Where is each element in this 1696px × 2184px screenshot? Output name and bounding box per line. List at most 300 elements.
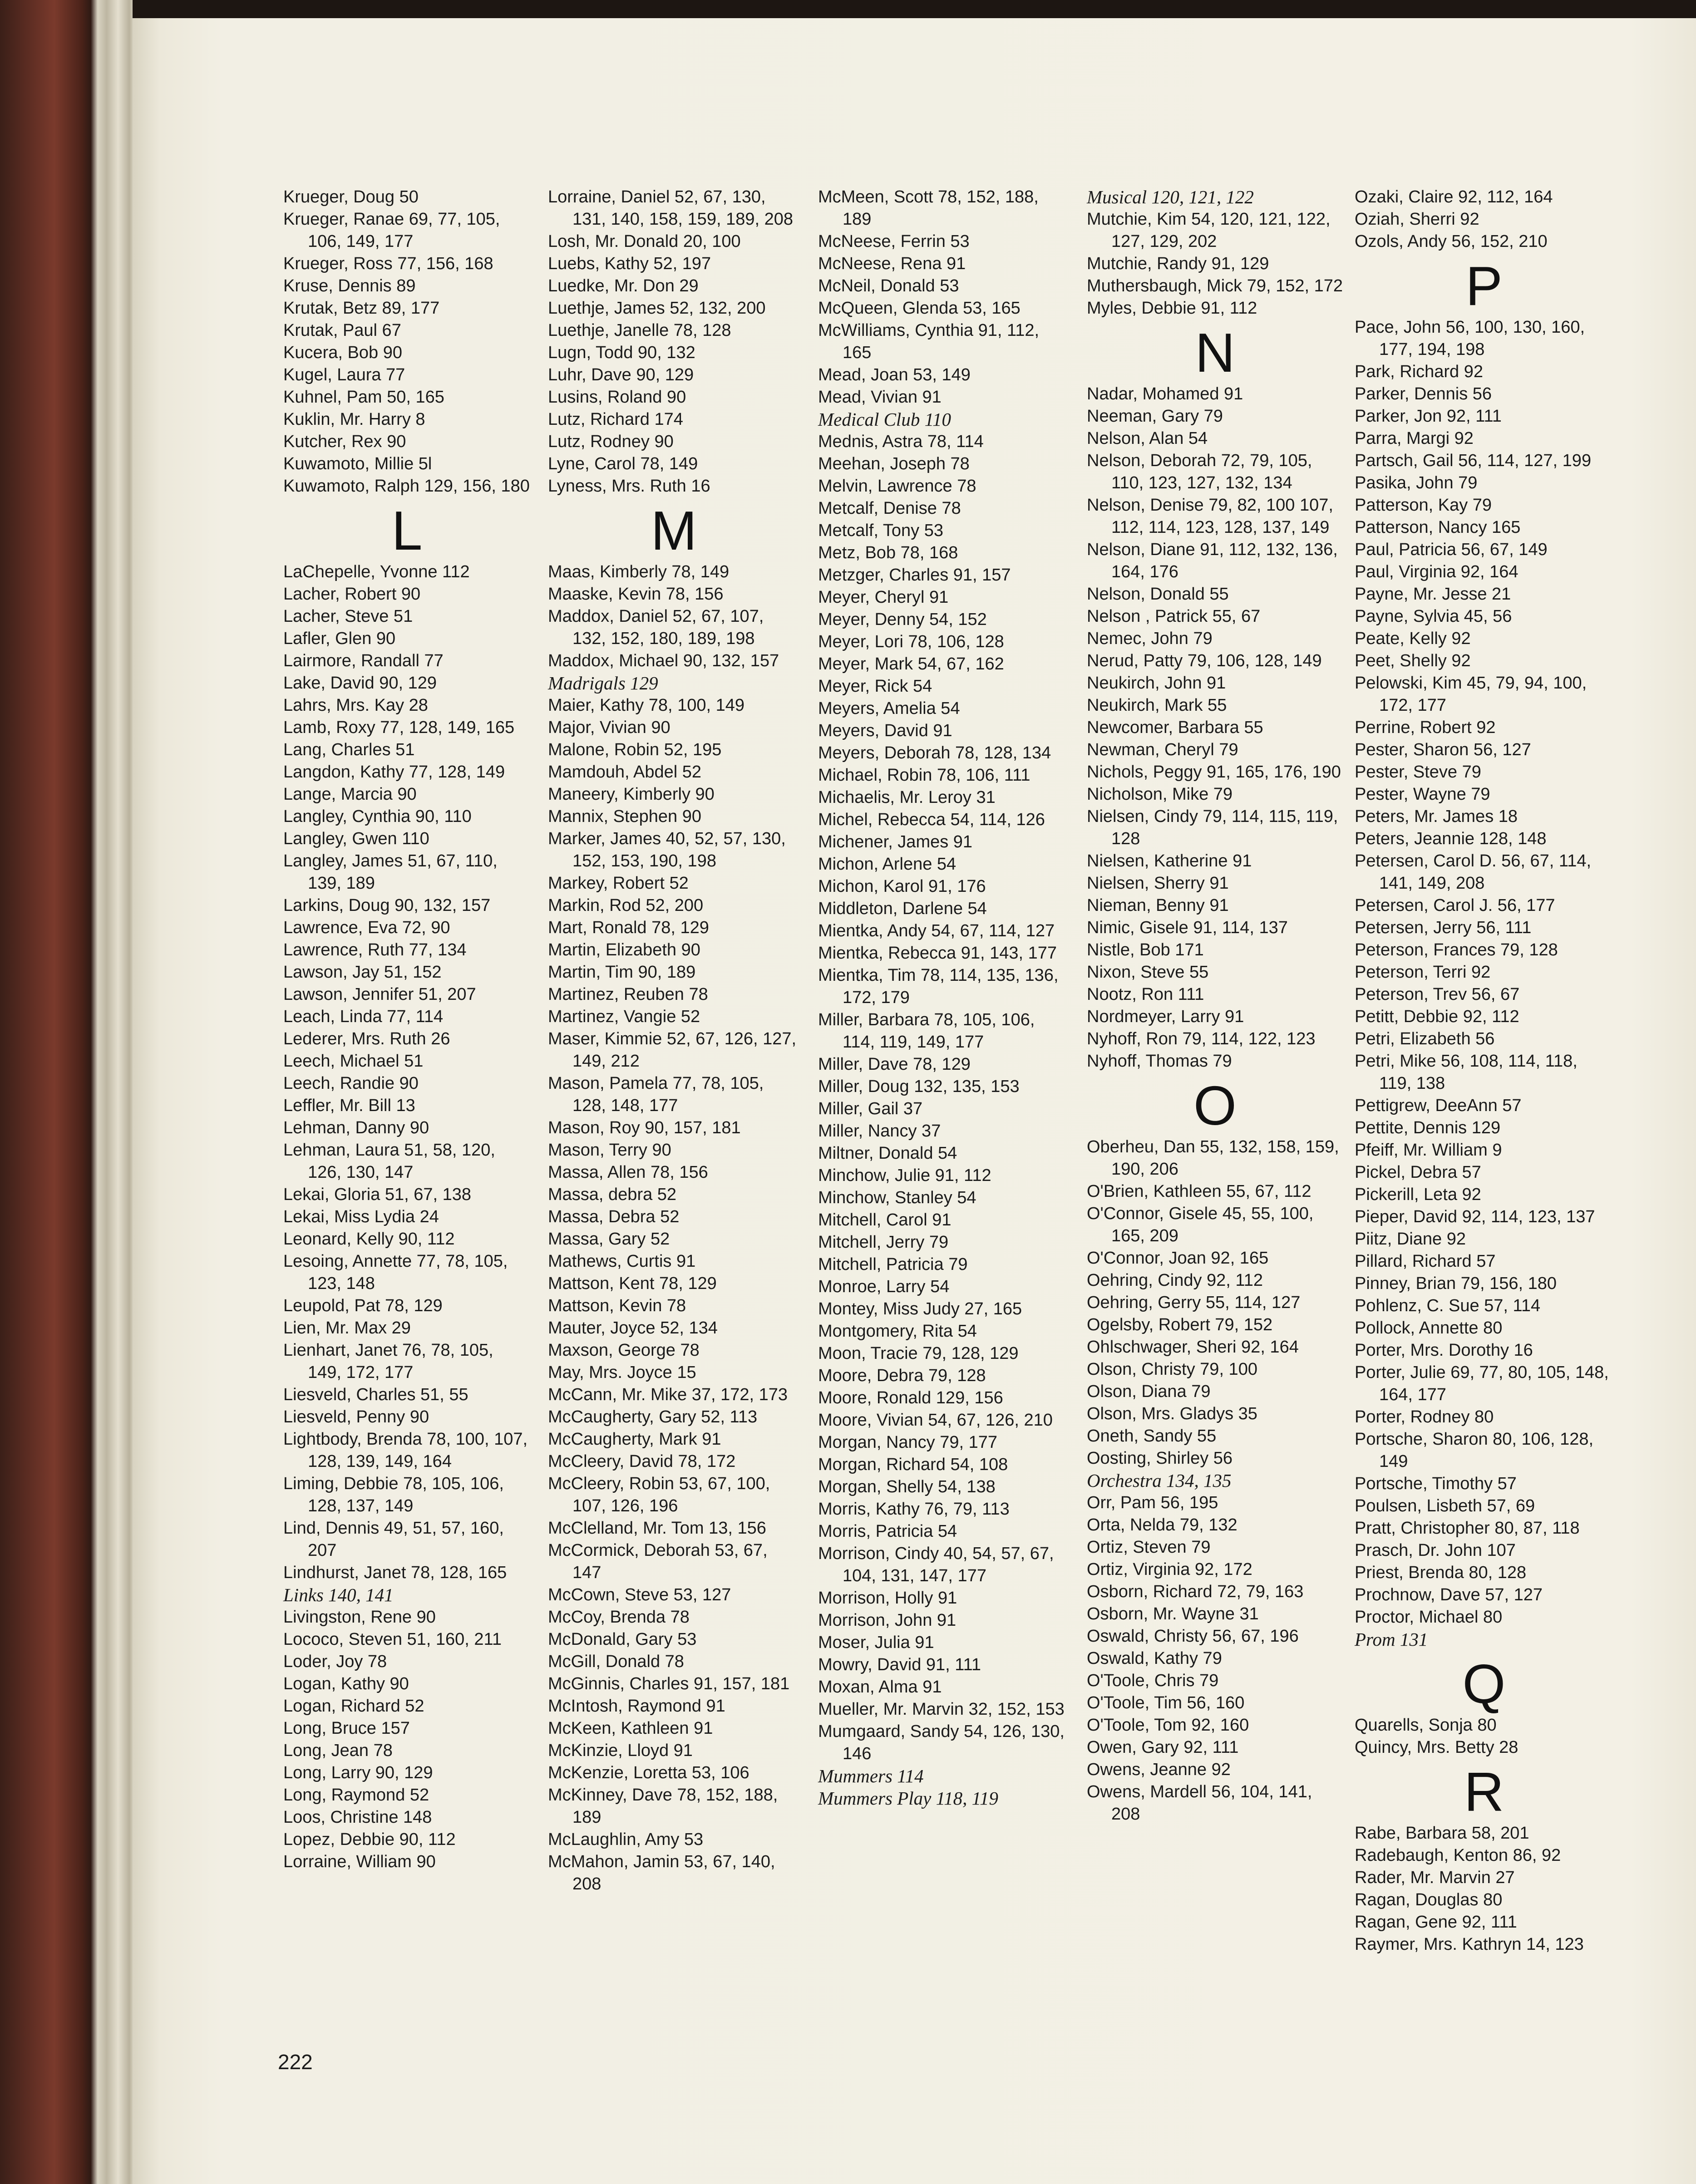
index-entry: Pickerill, Leta 92 — [1355, 1185, 1481, 1204]
index-entry: Livingston, Rene 90 — [283, 1608, 436, 1627]
index-entry: Orta, Nelda 79, 132 — [1087, 1515, 1237, 1535]
index-entry: McKinzie, Lloyd 91 — [548, 1741, 693, 1760]
index-entry: Maaske, Kevin 78, 156 — [548, 585, 724, 604]
index-entry: Lusins, Roland 90 — [548, 388, 686, 407]
index-topic-entry: Links 140, 141 — [283, 1584, 394, 1605]
section-letter: P — [1465, 255, 1503, 317]
index-entry: Lien, Mr. Max 29 — [283, 1318, 411, 1338]
index-entry: Nerud, Patty 79, 106, 128, 149 — [1087, 651, 1322, 670]
index-entry: Long, Jean 78 — [283, 1741, 393, 1760]
index-entry: Losh, Mr. Donald 20, 100 — [548, 232, 741, 251]
index-entry: Pohlenz, C. Sue 57, 114 — [1355, 1296, 1541, 1315]
section-letter: Q — [1462, 1653, 1506, 1715]
index-entry: Paul, Patricia 56, 67, 149 — [1355, 540, 1548, 559]
index-entry: Mientka, Rebecca 91, 143, 177 — [818, 944, 1057, 963]
index-entry: Oneth, Sandy 55 — [1087, 1426, 1217, 1446]
index-entry: Liming, Debbie 78, 105, 106, 128, 137, 149 — [283, 1474, 504, 1515]
index-entry: Melvin, Lawrence 78 — [818, 477, 976, 496]
index-entry: Martin, Tim 90, 189 — [548, 963, 696, 982]
index-entry: Nieman, Benny 91 — [1087, 896, 1229, 915]
index-entry: Lienhart, Janet 76, 78, 105, 149, 172, 177 — [283, 1341, 493, 1382]
index-entry: Pasika, John 79 — [1355, 473, 1478, 492]
index-entry: McNeil, Donald 53 — [818, 276, 959, 295]
index-entry: Morgan, Nancy 79, 177 — [818, 1433, 998, 1452]
index-entry: Maier, Kathy 78, 100, 149 — [548, 696, 745, 715]
index-entry: Mutchie, Randy 91, 129 — [1087, 254, 1269, 273]
index-entry: Lacher, Steve 51 — [283, 607, 413, 626]
index-entry: Miller, Doug 132, 135, 153 — [818, 1077, 1020, 1096]
index-entry: Morrison, John 91 — [818, 1611, 956, 1630]
index-entry: Mitchell, Jerry 79 — [818, 1233, 949, 1252]
index-entry: Mientka, Tim 78, 114, 135, 136, 172, 179 — [818, 966, 1059, 1007]
index-entry: Massa, Gary 52 — [548, 1230, 670, 1249]
index-entry: Proctor, Michael 80 — [1355, 1608, 1503, 1627]
index-entry: Meyer, Cheryl 91 — [818, 588, 949, 607]
index-entry: Prasch, Dr. John 107 — [1355, 1541, 1516, 1560]
index-entry: Luethje, James 52, 132, 200 — [548, 299, 766, 318]
index-entry: Poulsen, Lisbeth 57, 69 — [1355, 1496, 1535, 1515]
index-entry: Mart, Ronald 78, 129 — [548, 918, 709, 937]
index-entry: Nielsen, Katherine 91 — [1087, 851, 1252, 871]
index-entry: Leffler, Mr. Bill 13 — [283, 1096, 415, 1115]
index-entry: Liesveld, Charles 51, 55 — [283, 1385, 468, 1404]
index-entry: Kruse, Dennis 89 — [283, 276, 416, 295]
index-entry: Peters, Jeannie 128, 148 — [1355, 829, 1547, 848]
index-entry: Lawrence, Eva 72, 90 — [283, 918, 450, 937]
index-entry: Lekai, Miss Lydia 24 — [283, 1207, 439, 1226]
index-entry: Langley, Cynthia 90, 110 — [283, 807, 472, 826]
index-entry: Massa, Debra 52 — [548, 1207, 680, 1226]
index-entry: Owens, Mardell 56, 104, 141, 208 — [1087, 1782, 1312, 1824]
index-entry: Krutak, Betz 89, 177 — [283, 299, 440, 318]
index-entry: Maddox, Michael 90, 132, 157 — [548, 651, 779, 670]
index-entry: Ozaki, Claire 92, 112, 164 — [1355, 187, 1553, 207]
index-entry: Pelowski, Kim 45, 79, 94, 100, 172, 177 — [1355, 674, 1587, 715]
index-entry: Patterson, Kay 79 — [1355, 496, 1492, 515]
index-entry: Lawson, Jennifer 51, 207 — [283, 985, 476, 1004]
index-entry: Pace, John 56, 100, 130, 160, 177, 194, 198 — [1355, 318, 1585, 359]
index-entry: Porter, Julie 69, 77, 80, 105, 148, 164, 177 — [1355, 1363, 1609, 1404]
index-entry: McMeen, Scott 78, 152, 188, 189 — [818, 187, 1039, 229]
index-entry: Mathews, Curtis 91 — [548, 1252, 696, 1271]
index-entry: May, Mrs. Joyce 15 — [548, 1363, 696, 1382]
index-entry: Rabe, Barbara 58, 201 — [1355, 1824, 1529, 1843]
index-entry: Kuklin, Mr. Harry 8 — [283, 410, 425, 429]
index-entry: Ohlschwager, Sheri 92, 164 — [1087, 1338, 1299, 1357]
index-entry: Portsche, Timothy 57 — [1355, 1474, 1517, 1493]
index-entry: Nelson, Alan 54 — [1087, 429, 1208, 448]
index-entry: Moon, Tracie 79, 128, 129 — [818, 1344, 1019, 1363]
index-entry: Quincy, Mrs. Betty 28 — [1355, 1738, 1519, 1757]
index-entry: Ragan, Gene 92, 111 — [1355, 1913, 1517, 1932]
index-entry: Nyhoff, Ron 79, 114, 122, 123 — [1087, 1029, 1316, 1048]
index-entry: O'Toole, Chris 79 — [1087, 1671, 1219, 1690]
index-entry: O'Brien, Kathleen 55, 67, 112 — [1087, 1182, 1311, 1201]
index-entry: Olson, Diana 79 — [1087, 1382, 1211, 1401]
index-entry: Ozols, Andy 56, 152, 210 — [1355, 232, 1548, 251]
index-entry: Payne, Sylvia 45, 56 — [1355, 607, 1512, 626]
index-entry: Luebs, Kathy 52, 197 — [548, 254, 711, 273]
index-entry: Mannix, Stephen 90 — [548, 807, 702, 826]
index-entry: Lake, David 90, 129 — [283, 674, 437, 693]
index-entry: Michon, Arlene 54 — [818, 855, 956, 874]
index-entry: O'Toole, Tom 92, 160 — [1087, 1716, 1249, 1735]
index-entry: Loos, Christine 148 — [283, 1808, 432, 1827]
index-entry: Priest, Brenda 80, 128 — [1355, 1563, 1527, 1582]
index-entry: Long, Bruce 157 — [283, 1719, 410, 1738]
index-entry: Markey, Robert 52 — [548, 874, 689, 893]
index-entry: Pester, Sharon 56, 127 — [1355, 740, 1531, 759]
page-top-shadow — [133, 0, 1696, 18]
index-entry: Minchow, Julie 91, 112 — [818, 1166, 991, 1185]
index-entry: McGill, Donald 78 — [548, 1652, 684, 1671]
section-letter: M — [651, 500, 697, 561]
index-entry: Leech, Michael 51 — [283, 1052, 424, 1071]
index-entry: Leach, Linda 77, 114 — [283, 1007, 444, 1026]
index-entry: Petri, Elizabeth 56 — [1355, 1029, 1495, 1048]
index-entry: Nixon, Steve 55 — [1087, 963, 1209, 982]
index-entry: Parra, Margi 92 — [1355, 429, 1474, 448]
index-entry: Langley, James 51, 67, 110, 139, 189 — [283, 851, 498, 893]
index-entry: Morrison, Cindy 40, 54, 57, 67, 104, 131, 147, 177 — [818, 1544, 1054, 1585]
index-entry: Mamdouh, Abdel 52 — [548, 762, 702, 782]
index-entry: Mason, Terry 90 — [548, 1141, 671, 1160]
index-entry: McCleery, Robin 53, 67, 100, 107, 126, 196 — [548, 1474, 770, 1515]
index-entry: McNeese, Rena 91 — [818, 254, 966, 273]
index-entry: Mead, Vivian 91 — [818, 388, 942, 407]
index-entry: Meyers, Deborah 78, 128, 134 — [818, 743, 1051, 762]
index-entry: Michel, Rebecca 54, 114, 126 — [818, 810, 1045, 829]
index-entry: Lococo, Steven 51, 160, 211 — [283, 1630, 502, 1649]
index-entry: Moxan, Alma 91 — [818, 1677, 942, 1697]
index-entry: Krueger, Ross 77, 156, 168 — [283, 254, 493, 273]
index-column-5 — [1355, 186, 1613, 1956]
index-entry: Mutchie, Kim 54, 120, 121, 122, 127, 129, 202 — [1087, 210, 1331, 251]
index-entry: Marker, James 40, 52, 57, 130, 152, 153, 190, 198 — [548, 829, 786, 871]
index-entry: McCown, Steve 53, 127 — [548, 1585, 731, 1604]
index-entry: Nielsen, Sherry 91 — [1087, 874, 1229, 893]
index-entry: Larkins, Doug 90, 132, 157 — [283, 896, 491, 915]
index-entry: Nelson, Diane 91, 112, 132, 136, 164, 176 — [1087, 540, 1338, 581]
index-entry: McCleery, David 78, 172 — [548, 1452, 736, 1471]
index-entry: Lafler, Glen 90 — [283, 629, 396, 648]
index-entry: Rader, Mr. Marvin 27 — [1355, 1868, 1515, 1887]
index-entry: Peet, Shelly 92 — [1355, 651, 1471, 670]
index-entry: Pickel, Debra 57 — [1355, 1163, 1481, 1182]
index-entry: McGinnis, Charles 91, 157, 181 — [548, 1674, 790, 1693]
index-entry: Major, Vivian 90 — [548, 718, 671, 737]
index-column-1 — [283, 186, 531, 1873]
index-entry: Quarells, Sonja 80 — [1355, 1716, 1497, 1735]
index-entry: Lamb, Roxy 77, 128, 149, 165 — [283, 718, 515, 737]
index-entry: McKeen, Kathleen 91 — [548, 1719, 713, 1738]
index-entry: Lutz, Richard 174 — [548, 410, 683, 429]
index-entry: Meyer, Lori 78, 106, 128 — [818, 632, 1004, 651]
index-entry: Loder, Joy 78 — [283, 1652, 387, 1671]
index-entry: Petri, Mike 56, 108, 114, 118, 119, 138 — [1355, 1052, 1578, 1093]
index-column-3 — [818, 186, 1070, 1810]
index-entry: Nimic, Gisele 91, 114, 137 — [1087, 918, 1288, 937]
index-entry: Paul, Virginia 92, 164 — [1355, 562, 1519, 581]
index-entry: Pfeiff, Mr. William 9 — [1355, 1141, 1502, 1160]
index-entry: Peterson, Frances 79, 128 — [1355, 940, 1558, 959]
index-entry: Peters, Mr. James 18 — [1355, 807, 1518, 826]
index-entry: Miller, Barbara 78, 105, 106, 114, 119, 149, 177 — [818, 1010, 1035, 1052]
index-entry: McCoy, Brenda 78 — [548, 1608, 690, 1627]
index-entry: Kucera, Bob 90 — [283, 343, 402, 362]
index-entry: Morgan, Shelly 54, 138 — [818, 1477, 996, 1496]
index-entry: O'Toole, Tim 56, 160 — [1087, 1693, 1245, 1712]
index-entry: Nordmeyer, Larry 91 — [1087, 1007, 1244, 1026]
index-entry: Nemec, John 79 — [1087, 629, 1213, 648]
index-entry: McIntosh, Raymond 91 — [548, 1697, 725, 1716]
index-entry: Metz, Bob 78, 168 — [818, 543, 958, 562]
index-entry: Petersen, Carol J. 56, 177 — [1355, 896, 1555, 915]
index-entry: Langdon, Kathy 77, 128, 149 — [283, 762, 505, 782]
index-entry: Lind, Dennis 49, 51, 57, 160, 207 — [283, 1519, 504, 1560]
index-entry: Neukirch, Mark 55 — [1087, 696, 1227, 715]
index-column-2 — [548, 186, 800, 1895]
index-entry: Pratt, Christopher 80, 87, 118 — [1355, 1519, 1580, 1538]
index-entry: Peterson, Terri 92 — [1355, 963, 1491, 982]
index-entry: Montgomery, Rita 54 — [818, 1322, 977, 1341]
index-entry: Meyers, Amelia 54 — [818, 699, 960, 718]
index-entry: Morris, Kathy 76, 79, 113 — [818, 1500, 1010, 1519]
index-entry: Maser, Kimmie 52, 67, 126, 127, 149, 212 — [548, 1029, 797, 1071]
index-entry: LaChepelle, Yvonne 112 — [283, 562, 470, 581]
index-entry: Pieper, David 92, 114, 123, 137 — [1355, 1207, 1595, 1226]
index-entry: Nistle, Bob 171 — [1087, 940, 1204, 959]
index-entry: Mednis, Astra 78, 114 — [818, 432, 984, 451]
index-entry: Mitchell, Carol 91 — [818, 1210, 952, 1230]
index-entry: Morris, Patricia 54 — [818, 1522, 957, 1541]
index-entry: Michon, Karol 91, 176 — [818, 877, 986, 896]
index-entry: Petitt, Debbie 92, 112 — [1355, 1007, 1519, 1026]
index-entry: Lang, Charles 51 — [283, 740, 415, 759]
index-entry: Langley, Gwen 110 — [283, 829, 429, 848]
index-entry: Mattson, Kent 78, 129 — [548, 1274, 717, 1293]
index-entry: Mattson, Kevin 78 — [548, 1296, 686, 1315]
index-entry: Metcalf, Tony 53 — [818, 521, 944, 540]
index-entry: Miller, Dave 78, 129 — [818, 1055, 971, 1074]
index-entry: Pollock, Annette 80 — [1355, 1318, 1503, 1338]
index-topic-entry: Prom 131 — [1355, 1629, 1428, 1650]
index-entry: Krutak, Paul 67 — [283, 321, 401, 340]
index-entry: Logan, Richard 52 — [283, 1697, 424, 1716]
index-entry: McWilliams, Cynthia 91, 112, 165 — [818, 321, 1040, 362]
index-entry: Pinney, Brian 79, 156, 180 — [1355, 1274, 1557, 1293]
index-entry: Morrison, Holly 91 — [818, 1589, 957, 1608]
index-topic-entry: Orchestra 134, 135 — [1087, 1470, 1232, 1491]
index-entry: Leech, Randie 90 — [283, 1074, 419, 1093]
index-entry: Oehring, Cindy 92, 112 — [1087, 1271, 1263, 1290]
index-entry: Olson, Christy 79, 100 — [1087, 1360, 1257, 1379]
index-entry: Luhr, Dave 90, 129 — [548, 365, 694, 384]
index-entry: Lyne, Carol 78, 149 — [548, 454, 698, 473]
index-entry: Petersen, Jerry 56, 111 — [1355, 918, 1532, 937]
index-entry: Lopez, Debbie 90, 112 — [283, 1830, 456, 1849]
index-entry: Miller, Nancy 37 — [818, 1122, 941, 1141]
section-letter: O — [1193, 1075, 1237, 1136]
index-entry: Nielsen, Cindy 79, 114, 115, 119, 128 — [1087, 807, 1338, 848]
index-entry: Krueger, Ranae 69, 77, 105, 106, 149, 177 — [283, 210, 500, 251]
index-entry: Neukirch, John 91 — [1087, 674, 1226, 693]
index-entry: Pillard, Richard 57 — [1355, 1252, 1496, 1271]
index-entry: Prochnow, Dave 57, 127 — [1355, 1585, 1543, 1604]
index-entry: Michaelis, Mr. Leroy 31 — [818, 788, 996, 807]
index-entry: Meyer, Denny 54, 152 — [818, 610, 987, 629]
index-entry: Michael, Robin 78, 106, 111 — [818, 766, 1030, 785]
index-entry: Lorraine, William 90 — [283, 1852, 436, 1871]
index-entry: Partsch, Gail 56, 114, 127, 199 — [1355, 451, 1592, 470]
index-entry: Mead, Joan 53, 149 — [818, 365, 971, 384]
index-entry: McCaugherty, Gary 52, 113 — [548, 1407, 758, 1426]
index-entry: Ragan, Douglas 80 — [1355, 1890, 1503, 1909]
index-entry: Lorraine, Daniel 52, 67, 130, 131, 140, 158, 159, 189, 208 — [548, 187, 793, 229]
section-letter: N — [1195, 322, 1235, 384]
index-entry: Leonard, Kelly 90, 112 — [283, 1230, 455, 1249]
index-entry: Miller, Gail 37 — [818, 1099, 923, 1118]
index-entry: Oberheu, Dan 55, 132, 158, 159, 190, 206 — [1087, 1137, 1339, 1179]
index-entry: Martin, Elizabeth 90 — [548, 940, 700, 959]
index-entry: Miltner, Donald 54 — [818, 1144, 957, 1163]
index-entry: Meehan, Joseph 78 — [818, 454, 970, 473]
index-entry: Parker, Jon 92, 111 — [1355, 407, 1502, 426]
index-entry: Olson, Mrs. Gladys 35 — [1087, 1404, 1257, 1423]
section-letter: L — [391, 500, 423, 561]
index-entry: Moser, Julia 91 — [818, 1633, 934, 1652]
index-entry: Park, Richard 92 — [1355, 362, 1484, 381]
index-entry: Mueller, Mr. Marvin 32, 152, 153 — [818, 1700, 1065, 1719]
index-entry: Lyness, Mrs. Ruth 16 — [548, 477, 710, 496]
index-entry: McKenzie, Loretta 53, 106 — [548, 1763, 749, 1782]
index-entry: Metcalf, Denise 78 — [818, 499, 961, 518]
index-entry: Lahrs, Mrs. Kay 28 — [283, 696, 428, 715]
index-entry: Nootz, Ron 111 — [1087, 985, 1204, 1004]
index-topic-entry: Mummers Play 118, 119 — [818, 1788, 999, 1809]
index-entry: Mumgaard, Sandy 54, 126, 130, 146 — [818, 1722, 1065, 1763]
section-letter: R — [1464, 1761, 1504, 1823]
index-entry: Lederer, Mrs. Ruth 26 — [283, 1029, 450, 1048]
index-topic-entry: Mummers 114 — [818, 1766, 924, 1786]
index-entry: Malone, Robin 52, 195 — [548, 740, 722, 759]
index-entry: Nelson , Patrick 55, 67 — [1087, 607, 1261, 626]
index-entry: Newman, Cheryl 79 — [1087, 740, 1238, 759]
index-entry: Payne, Mr. Jesse 21 — [1355, 585, 1511, 604]
index-entry: Lawson, Jay 51, 152 — [283, 963, 442, 982]
index-entry: Michener, James 91 — [818, 832, 973, 851]
index-entry: Maxson, George 78 — [548, 1341, 700, 1360]
index-entry: Kutcher, Rex 90 — [283, 432, 406, 451]
index-entry: Markin, Rod 52, 200 — [548, 896, 704, 915]
index-entry: Pester, Wayne 79 — [1355, 785, 1490, 804]
index-entry: Mason, Pamela 77, 78, 105, 128, 148, 177 — [548, 1074, 764, 1115]
index-topic-entry: Musical 120, 121, 122 — [1087, 187, 1254, 207]
index-entry: McClelland, Mr. Tom 13, 156 — [548, 1519, 766, 1538]
index-entry: Lawrence, Ruth 77, 134 — [283, 940, 467, 959]
index-entry: Pettite, Dennis 129 — [1355, 1118, 1501, 1137]
index-entry: Maas, Kimberly 78, 149 — [548, 562, 730, 581]
index-entry: McNeese, Ferrin 53 — [818, 232, 970, 251]
index-entry: Martinez, Vangie 52 — [548, 1007, 700, 1026]
index-entry: Lange, Marcia 90 — [283, 785, 417, 804]
index-entry: Raymer, Mrs. Kathryn 14, 123 — [1355, 1935, 1584, 1954]
index-entry: Kugel, Laura 77 — [283, 365, 405, 384]
index-entry: Mason, Roy 90, 157, 181 — [548, 1118, 741, 1137]
index-entry: Mientka, Andy 54, 67, 114, 127 — [818, 921, 1055, 940]
index-entry: O'Connor, Gisele 45, 55, 100, 165, 209 — [1087, 1204, 1314, 1245]
index-entry: Radebaugh, Kenton 86, 92 — [1355, 1846, 1561, 1865]
index-entry: Piitz, Diane 92 — [1355, 1230, 1466, 1249]
index-entry: Liesveld, Penny 90 — [283, 1407, 429, 1426]
index-entry: Nicholson, Mike 79 — [1087, 785, 1233, 804]
index-entry: Myles, Debbie 91, 112 — [1087, 299, 1257, 318]
index-entry: Osborn, Richard 72, 79, 163 — [1087, 1582, 1304, 1601]
index-entry: McCormick, Deborah 53, 67, 147 — [548, 1541, 768, 1582]
index-entry: Martinez, Reuben 78 — [548, 985, 708, 1004]
index-entry: Long, Larry 90, 129 — [283, 1763, 433, 1782]
index-entry: Luedke, Mr. Don 29 — [548, 276, 699, 295]
index-entry: Lesoing, Annette 77, 78, 105, 123, 148 — [283, 1252, 508, 1293]
index-entry: Lugn, Todd 90, 132 — [548, 343, 695, 362]
index-entry: Neeman, Gary 79 — [1087, 407, 1223, 426]
index-entry: McDonald, Gary 53 — [548, 1630, 697, 1649]
index-entry: McKinney, Dave 78, 152, 188, 189 — [548, 1786, 778, 1827]
index-entry: Porter, Mrs. Dorothy 16 — [1355, 1341, 1533, 1360]
index-entry: Pettigrew, DeeAnn 57 — [1355, 1096, 1522, 1115]
index-entry: Monroe, Larry 54 — [818, 1277, 950, 1296]
index-entry: Minchow, Stanley 54 — [818, 1188, 976, 1207]
index-entry: Nichols, Peggy 91, 165, 176, 190 — [1087, 762, 1341, 782]
index-entry: Mitchell, Patricia 79 — [818, 1255, 968, 1274]
index-entry: Morgan, Richard 54, 108 — [818, 1455, 1008, 1474]
index-entry: Middleton, Darlene 54 — [818, 899, 987, 918]
index-entry: Nelson, Denise 79, 82, 100 107, 112, 114, 123, 128, 137, 149 — [1087, 496, 1333, 537]
index-entry: Pester, Steve 79 — [1355, 762, 1481, 782]
index-entry: Kuwamoto, Millie 5l — [283, 454, 432, 473]
index-entry: Metzger, Charles 91, 157 — [818, 566, 1011, 585]
index-entry: Owens, Jeanne 92 — [1087, 1760, 1231, 1779]
book-binding-edge — [0, 0, 136, 2184]
index-entry: Luethje, Janelle 78, 128 — [548, 321, 731, 340]
index-entry: Oziah, Sherri 92 — [1355, 210, 1479, 229]
index-entry: Massa, debra 52 — [548, 1185, 677, 1204]
index-column-4 — [1087, 186, 1343, 1825]
index-entry: Meyer, Mark 54, 67, 162 — [818, 654, 1004, 674]
index-entry: Kuwamoto, Ralph 129, 156, 180 — [283, 477, 530, 496]
index-entry: Nelson, Donald 55 — [1087, 585, 1229, 604]
index-entry: Portsche, Sharon 80, 106, 128, 149 — [1355, 1430, 1594, 1471]
index-entry: Muthersbaugh, Mick 79, 152, 172 — [1087, 276, 1343, 295]
index-entry: McQueen, Glenda 53, 165 — [818, 299, 1021, 318]
index-entry: Lehman, Danny 90 — [283, 1118, 429, 1137]
index-entry: Meyers, David 91 — [818, 721, 952, 740]
index-entry: Maneery, Kimberly 90 — [548, 785, 715, 804]
index-entry: Meyer, Rick 54 — [818, 677, 932, 696]
index-entry: McCann, Mr. Mike 37, 172, 173 — [548, 1385, 788, 1404]
index-entry: Ortiz, Steven 79 — [1087, 1538, 1211, 1557]
index-entry: McLaughlin, Amy 53 — [548, 1830, 704, 1849]
index-entry: Orr, Pam 56, 195 — [1087, 1493, 1218, 1512]
index-entry: Owen, Gary 92, 111 — [1087, 1738, 1239, 1757]
index-entry: Nadar, Mohamed 91 — [1087, 384, 1243, 403]
page-number: 222 — [278, 2050, 313, 2074]
index-topic-entry: Madrigals 129 — [548, 673, 658, 694]
index-entry: Lacher, Robert 90 — [283, 585, 421, 604]
index-entry: Oehring, Gerry 55, 114, 127 — [1087, 1293, 1301, 1312]
index-entry: Perrine, Robert 92 — [1355, 718, 1496, 737]
index-entry: Leupold, Pat 78, 129 — [283, 1296, 443, 1315]
